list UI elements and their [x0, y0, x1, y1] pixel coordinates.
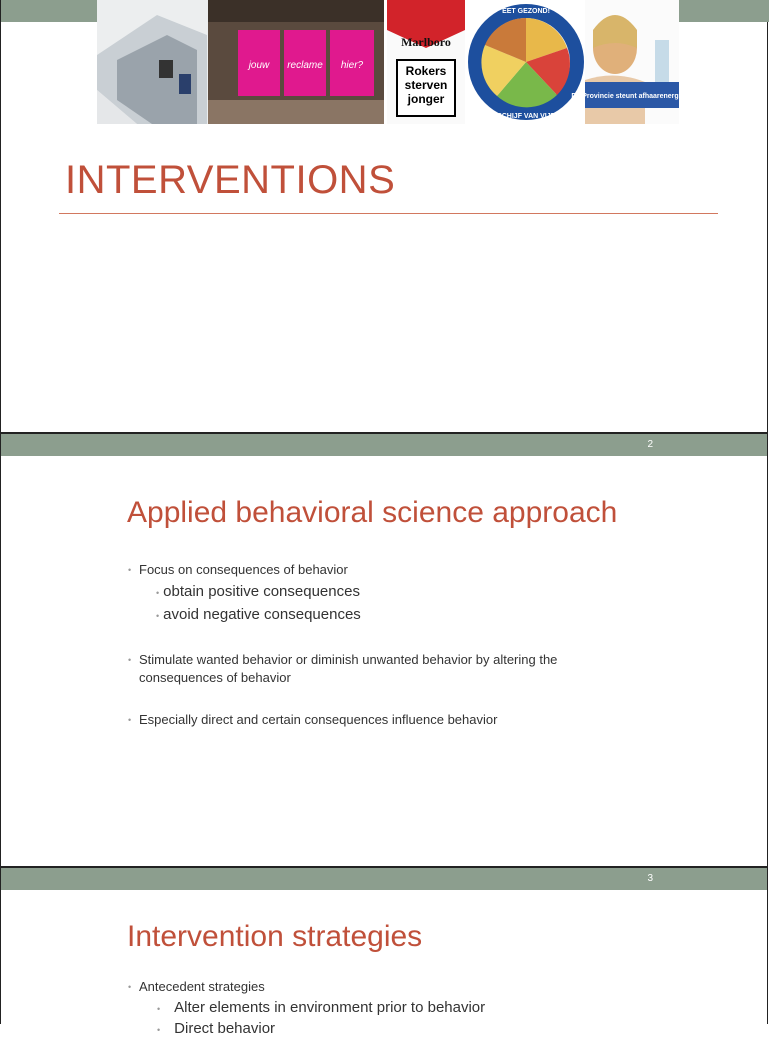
slide-3-bar: [1, 866, 767, 890]
subbullet-alter: • Alter elements in environment prior to behavior: [157, 999, 486, 1016]
slide-3: 3 Intervention strategies • Antecedent strategies • Alter elements in environment prior to behavior • Direct behavior: [0, 866, 768, 1024]
slide-2-number: 2: [647, 439, 653, 450]
top-bar-left: [1, 0, 97, 22]
billboard-word-1: jouw: [248, 60, 270, 71]
slide-1: [0, 0, 768, 432]
billboard-photo: [208, 0, 384, 124]
pack-brand: Marlboro: [401, 35, 451, 49]
subbullet-direct: • Direct behavior: [157, 1020, 276, 1037]
slide-3-title: Intervention strategies: [127, 920, 423, 953]
woman-drinking-ad: [571, 0, 693, 124]
slide-2-title: Applied behavioral science approach: [127, 496, 618, 529]
plate-bottom-text: SCHIJF VAN VIJF: [497, 113, 555, 120]
slide-2: 2 Applied behavioral science approach • Focus on consequences of behavior • obtain positive consequences • avoid negative consequences • Stimulate wanted behavior or diminish unwanted behavior by altering the consequences of behavior • Especially direct and certain consequences influence behavior: [0, 432, 768, 866]
slide-1-title: INTERVENTIONS: [65, 158, 396, 202]
building-photo: [97, 0, 208, 124]
top-bar-right: [679, 0, 769, 22]
title-underline: [59, 213, 718, 214]
cigarette-pack: [387, 0, 465, 124]
subbullet-negative: • avoid negative consequences: [156, 606, 361, 623]
ad-text: De Provincie steunt afhaarenergie.nl: [571, 93, 693, 100]
billboard-word-2: reclame: [287, 60, 323, 71]
billboard-word-3: hier?: [340, 60, 364, 71]
subbullet-positive: • obtain positive consequences: [156, 583, 360, 600]
slide-2-bar: [1, 432, 767, 456]
slide-3-number: 3: [647, 873, 653, 884]
plate-top-text: EET GEZOND!: [502, 8, 550, 15]
pack-warning: Rokers sterven jonger: [404, 64, 448, 106]
food-plate-image: [467, 0, 585, 124]
